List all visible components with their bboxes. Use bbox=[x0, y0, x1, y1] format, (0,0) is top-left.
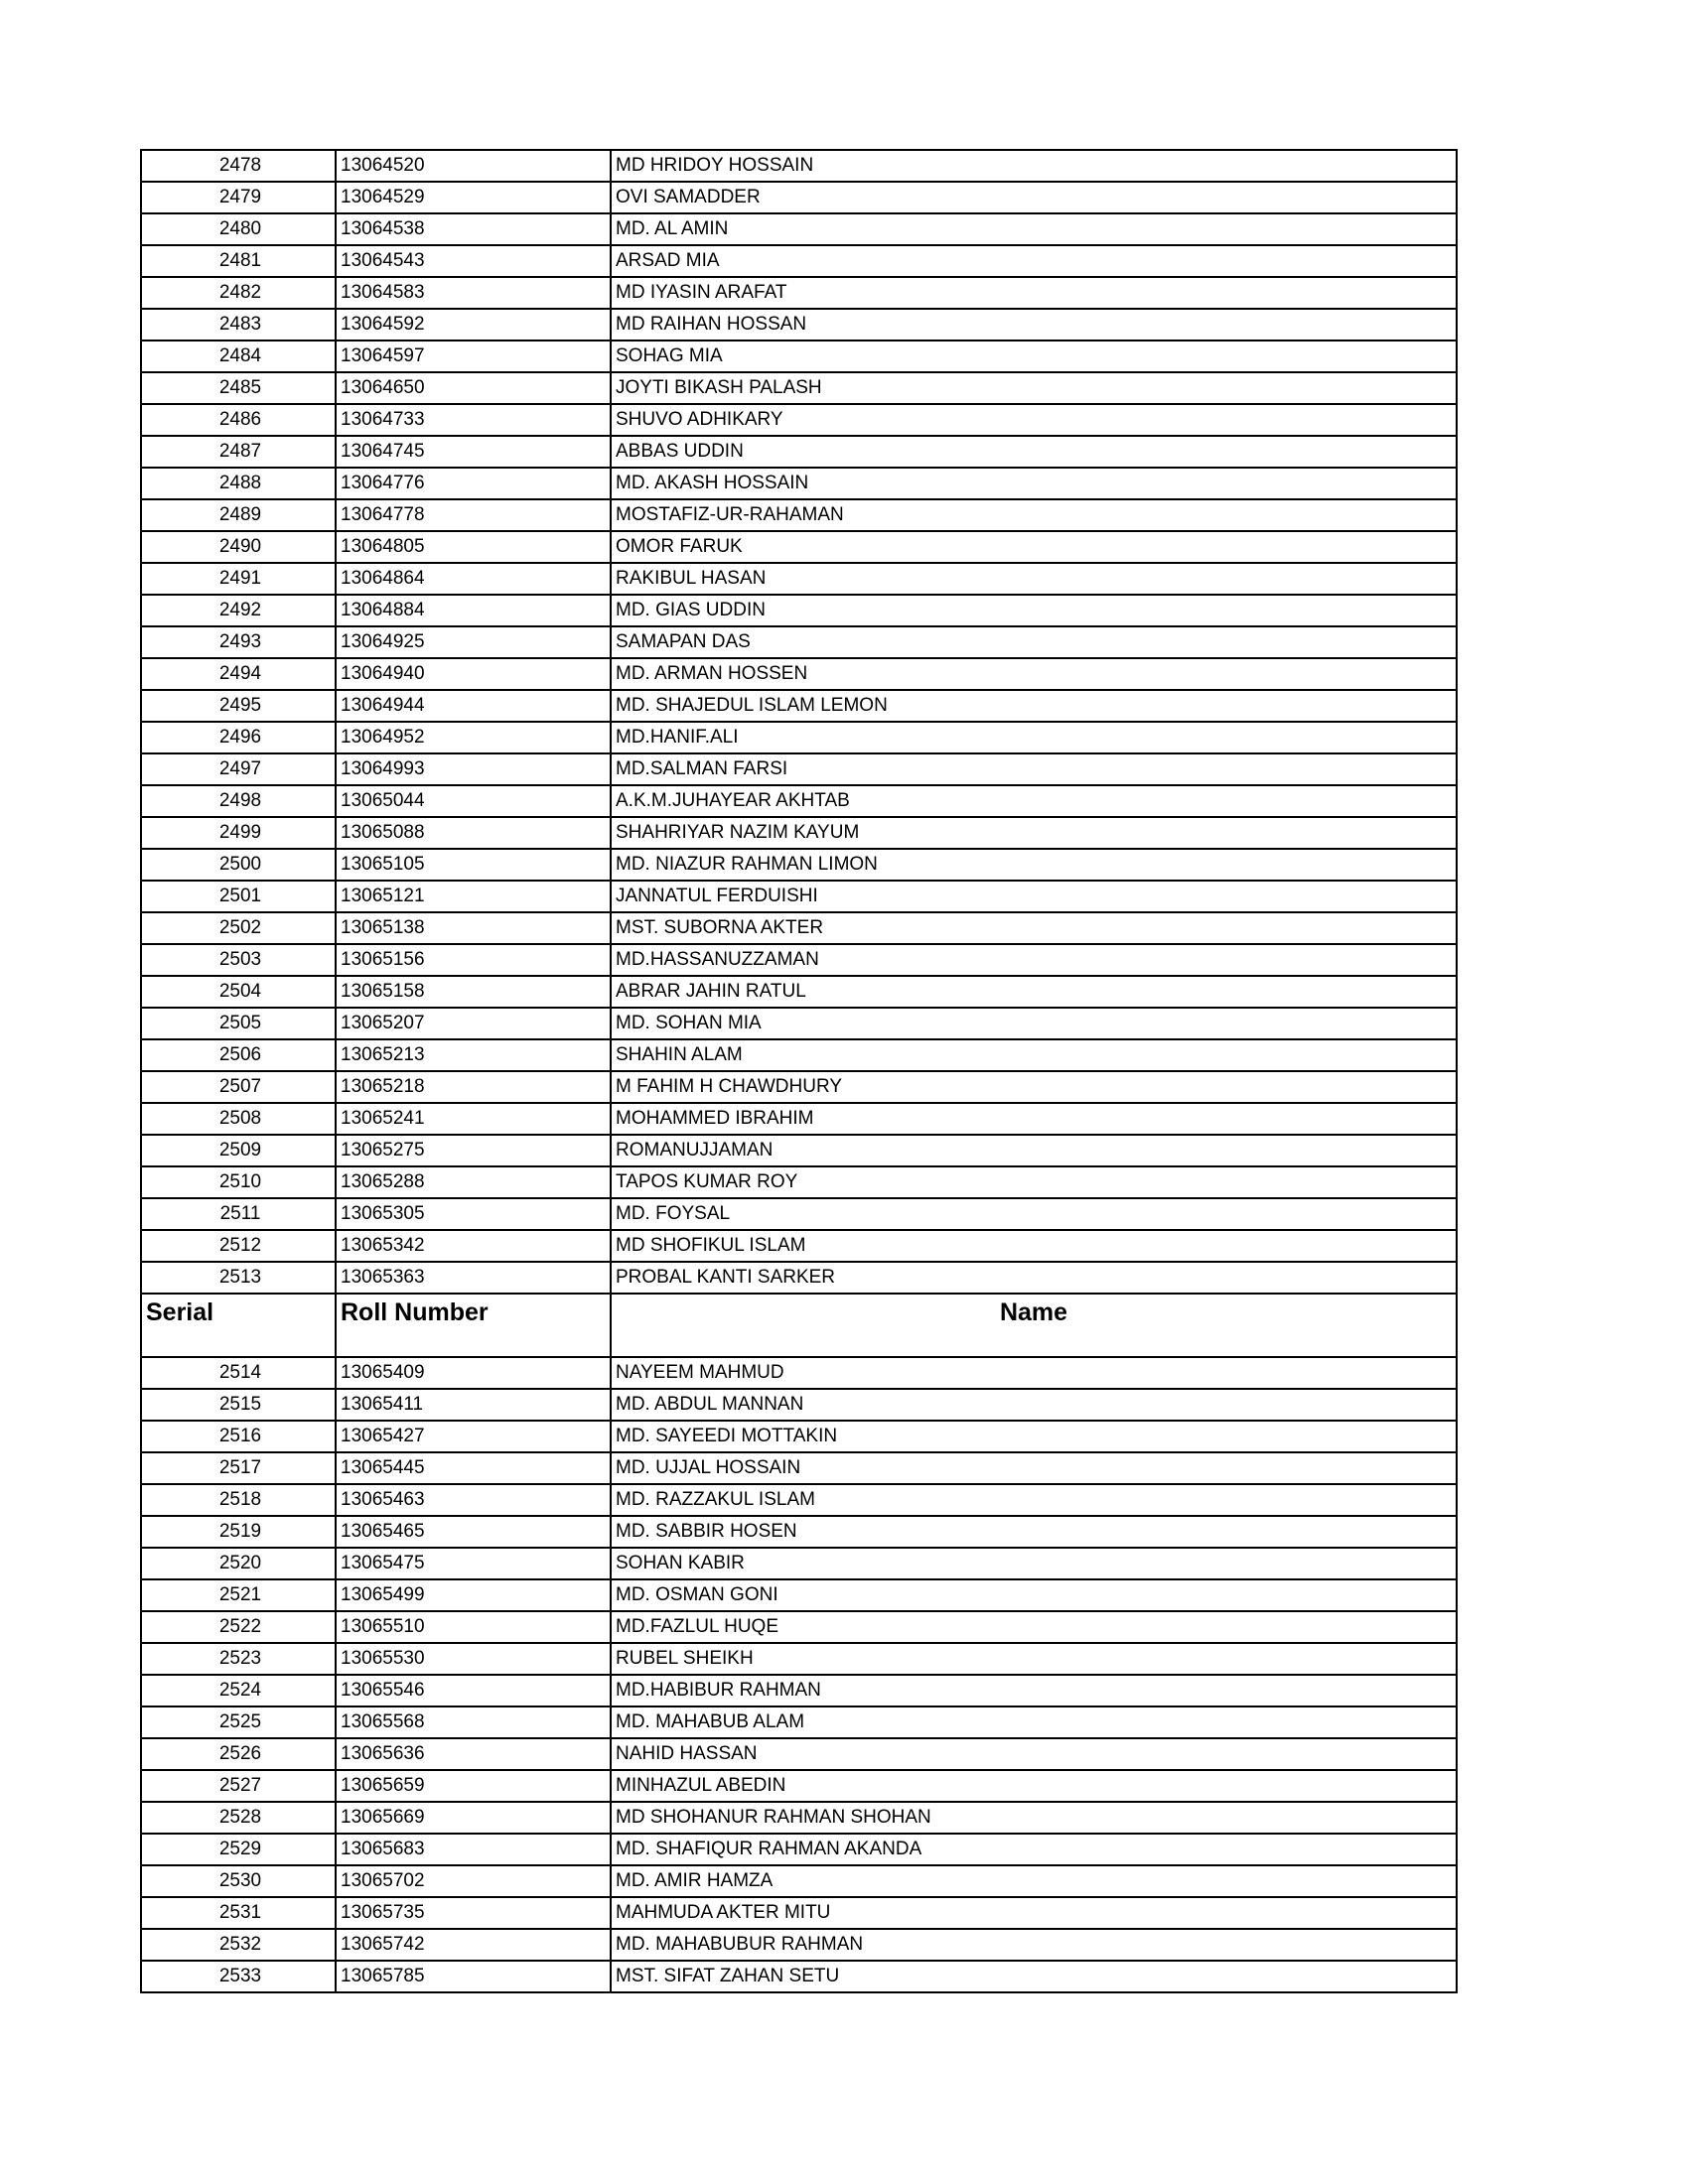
roll-number-cell: 13064884 bbox=[336, 595, 611, 626]
table-row bbox=[141, 213, 1457, 245]
name-cell: MD. GIAS UDDIN bbox=[611, 595, 1457, 626]
table-row bbox=[141, 944, 1457, 976]
serial-cell: 2479 bbox=[141, 182, 336, 213]
table-row bbox=[141, 722, 1457, 753]
name-cell: MST. SUBORNA AKTER bbox=[611, 912, 1457, 944]
serial-cell: 2517 bbox=[141, 1452, 336, 1484]
serial-cell: 2510 bbox=[141, 1166, 336, 1198]
roll-number-cell: 13065088 bbox=[336, 817, 611, 849]
name-cell: MD. AKASH HOSSAIN bbox=[611, 468, 1457, 499]
table-row bbox=[141, 1643, 1457, 1675]
serial-cell: 2532 bbox=[141, 1929, 336, 1961]
roll-number-cell: 13065683 bbox=[336, 1834, 611, 1865]
serial-cell: 2485 bbox=[141, 372, 336, 404]
roll-number-cell: 13065546 bbox=[336, 1675, 611, 1706]
serial-cell: 2481 bbox=[141, 245, 336, 277]
serial-cell: 2522 bbox=[141, 1611, 336, 1643]
table-row bbox=[141, 849, 1457, 881]
roll-number-cell: 13065499 bbox=[336, 1579, 611, 1611]
roll-number-cell: 13065138 bbox=[336, 912, 611, 944]
table-row bbox=[141, 1834, 1457, 1865]
roll-number-cell: 13065465 bbox=[336, 1516, 611, 1548]
serial-cell: 2521 bbox=[141, 1579, 336, 1611]
roll-number-cell: 13064778 bbox=[336, 499, 611, 531]
name-cell: SOHAN KABIR bbox=[611, 1548, 1457, 1579]
roll-number-cell: 13064529 bbox=[336, 182, 611, 213]
roll-number-cell: 13065363 bbox=[336, 1262, 611, 1294]
column-header-row bbox=[141, 1294, 1457, 1357]
name-cell: MD. SAYEEDI MOTTAKIN bbox=[611, 1421, 1457, 1452]
name-cell: MD. MAHABUBUR RAHMAN bbox=[611, 1929, 1457, 1961]
table-row bbox=[141, 785, 1457, 817]
name-cell: PROBAL KANTI SARKER bbox=[611, 1262, 1457, 1294]
roll-number-cell: 13065105 bbox=[336, 849, 611, 881]
name-cell: MST. SIFAT ZAHAN SETU bbox=[611, 1961, 1457, 1992]
table-row bbox=[141, 1865, 1457, 1897]
table-row bbox=[141, 912, 1457, 944]
table-row bbox=[141, 1579, 1457, 1611]
serial-cell: 2501 bbox=[141, 881, 336, 912]
serial-cell: 2526 bbox=[141, 1738, 336, 1770]
name-cell: A.K.M.JUHAYEAR AKHTAB bbox=[611, 785, 1457, 817]
roll-list-table bbox=[140, 149, 1458, 1993]
table-row bbox=[141, 1897, 1457, 1929]
table-row bbox=[141, 1166, 1457, 1198]
roll-number-cell: 13064543 bbox=[336, 245, 611, 277]
serial-cell: 2533 bbox=[141, 1961, 336, 1992]
table-row bbox=[141, 436, 1457, 468]
name-cell: MD. SABBIR HOSEN bbox=[611, 1516, 1457, 1548]
roll-number-cell: 13064650 bbox=[336, 372, 611, 404]
table-row bbox=[141, 881, 1457, 912]
name-cell: M FAHIM H CHAWDHURY bbox=[611, 1071, 1457, 1103]
name-cell: OVI SAMADDER bbox=[611, 182, 1457, 213]
table-row bbox=[141, 245, 1457, 277]
roll-number-cell: 13064597 bbox=[336, 341, 611, 372]
roll-number-cell: 13064538 bbox=[336, 213, 611, 245]
roll-number-cell: 13065568 bbox=[336, 1706, 611, 1738]
roll-number-cell: 13064776 bbox=[336, 468, 611, 499]
name-cell: MOHAMMED IBRAHIM bbox=[611, 1103, 1457, 1135]
roll-number-cell: 13065445 bbox=[336, 1452, 611, 1484]
name-cell: MINHAZUL ABEDIN bbox=[611, 1770, 1457, 1802]
table-row bbox=[141, 1611, 1457, 1643]
table-row bbox=[141, 1516, 1457, 1548]
roll-number-cell: 13064592 bbox=[336, 309, 611, 341]
roll-number-cell: 13064940 bbox=[336, 658, 611, 690]
roll-number-cell: 13065218 bbox=[336, 1071, 611, 1103]
roll-number-cell: 13065288 bbox=[336, 1166, 611, 1198]
table-row bbox=[141, 182, 1457, 213]
table-body-second-block bbox=[141, 1357, 1457, 1992]
roll-number-cell: 13065530 bbox=[336, 1643, 611, 1675]
table-row bbox=[141, 563, 1457, 595]
roll-number-cell: 13065659 bbox=[336, 1770, 611, 1802]
name-cell: ABBAS UDDIN bbox=[611, 436, 1457, 468]
serial-cell: 2483 bbox=[141, 309, 336, 341]
roll-number-cell: 13065044 bbox=[336, 785, 611, 817]
name-cell: ABRAR JAHIN RATUL bbox=[611, 976, 1457, 1008]
table-row bbox=[141, 626, 1457, 658]
serial-cell: 2482 bbox=[141, 277, 336, 309]
roll-number-cell: 13065213 bbox=[336, 1039, 611, 1071]
serial-cell: 2490 bbox=[141, 531, 336, 563]
serial-cell: 2502 bbox=[141, 912, 336, 944]
roll-number-cell: 13065735 bbox=[336, 1897, 611, 1929]
name-cell: MD.FAZLUL HUQE bbox=[611, 1611, 1457, 1643]
roll-number-cell: 13064745 bbox=[336, 436, 611, 468]
table-row bbox=[141, 1103, 1457, 1135]
roll-number-cell: 13065305 bbox=[336, 1198, 611, 1230]
name-cell: MD HRIDOY HOSSAIN bbox=[611, 150, 1457, 182]
name-cell: MD. SHAFIQUR RAHMAN AKANDA bbox=[611, 1834, 1457, 1865]
serial-cell: 2497 bbox=[141, 753, 336, 785]
table-row bbox=[141, 1961, 1457, 1992]
table-row bbox=[141, 1135, 1457, 1166]
serial-cell: 2520 bbox=[141, 1548, 336, 1579]
name-column-header: Name bbox=[611, 1294, 1457, 1357]
roll-number-cell: 13065463 bbox=[336, 1484, 611, 1516]
roll-number-cell: 13065241 bbox=[336, 1103, 611, 1135]
table-row bbox=[141, 1198, 1457, 1230]
table-body-first-block bbox=[141, 150, 1457, 1294]
serial-cell: 2525 bbox=[141, 1706, 336, 1738]
serial-cell: 2524 bbox=[141, 1675, 336, 1706]
serial-cell: 2486 bbox=[141, 404, 336, 436]
roll-number-cell: 13065342 bbox=[336, 1230, 611, 1262]
roll-number-cell: 13065475 bbox=[336, 1548, 611, 1579]
roll-number-cell: 13065409 bbox=[336, 1357, 611, 1389]
table-row bbox=[141, 404, 1457, 436]
roll-number-cell: 13065510 bbox=[336, 1611, 611, 1643]
table-row bbox=[141, 531, 1457, 563]
table-row bbox=[141, 499, 1457, 531]
serial-cell: 2523 bbox=[141, 1643, 336, 1675]
roll-number-cell: 13065427 bbox=[336, 1421, 611, 1452]
serial-cell: 2500 bbox=[141, 849, 336, 881]
serial-cell: 2496 bbox=[141, 722, 336, 753]
table-row bbox=[141, 976, 1457, 1008]
roll-number-cell: 13064952 bbox=[336, 722, 611, 753]
name-cell: RAKIBUL HASAN bbox=[611, 563, 1457, 595]
serial-cell: 2478 bbox=[141, 150, 336, 182]
table-row bbox=[141, 468, 1457, 499]
name-cell: MD.HANIF.ALI bbox=[611, 722, 1457, 753]
serial-cell: 2527 bbox=[141, 1770, 336, 1802]
name-cell: JOYTI BIKASH PALASH bbox=[611, 372, 1457, 404]
name-cell: MD.HASSANUZZAMAN bbox=[611, 944, 1457, 976]
name-cell: MD IYASIN ARAFAT bbox=[611, 277, 1457, 309]
serial-cell: 2498 bbox=[141, 785, 336, 817]
name-cell: MAHMUDA AKTER MITU bbox=[611, 1897, 1457, 1929]
table-row bbox=[141, 1738, 1457, 1770]
roll-number-cell: 13064993 bbox=[336, 753, 611, 785]
name-cell: MD. MAHABUB ALAM bbox=[611, 1706, 1457, 1738]
serial-cell: 2491 bbox=[141, 563, 336, 595]
serial-cell: 2528 bbox=[141, 1802, 336, 1834]
name-cell: MD. FOYSAL bbox=[611, 1198, 1457, 1230]
roll-number-cell: 13065411 bbox=[336, 1389, 611, 1421]
roll-number-cell: 13065207 bbox=[336, 1008, 611, 1039]
table-row bbox=[141, 341, 1457, 372]
roll-number-column-header: Roll Number bbox=[336, 1294, 611, 1357]
serial-cell: 2504 bbox=[141, 976, 336, 1008]
serial-cell: 2531 bbox=[141, 1897, 336, 1929]
serial-cell: 2529 bbox=[141, 1834, 336, 1865]
roll-number-cell: 13064805 bbox=[336, 531, 611, 563]
table-row bbox=[141, 658, 1457, 690]
table-row bbox=[141, 1548, 1457, 1579]
table-row bbox=[141, 1929, 1457, 1961]
serial-cell: 2509 bbox=[141, 1135, 336, 1166]
roll-number-cell: 13064733 bbox=[336, 404, 611, 436]
name-cell: MD. AL AMIN bbox=[611, 213, 1457, 245]
table-row bbox=[141, 753, 1457, 785]
roll-number-cell: 13065785 bbox=[336, 1961, 611, 1992]
table-row bbox=[141, 1389, 1457, 1421]
table-row bbox=[141, 1008, 1457, 1039]
name-cell: MOSTAFIZ-UR-RAHAMAN bbox=[611, 499, 1457, 531]
name-cell: MD.SALMAN FARSI bbox=[611, 753, 1457, 785]
table-row bbox=[141, 1230, 1457, 1262]
table-row bbox=[141, 309, 1457, 341]
table-header-block bbox=[141, 1294, 1457, 1357]
table-row bbox=[141, 150, 1457, 182]
serial-cell: 2499 bbox=[141, 817, 336, 849]
serial-cell: 2506 bbox=[141, 1039, 336, 1071]
table-row bbox=[141, 1421, 1457, 1452]
serial-cell: 2488 bbox=[141, 468, 336, 499]
roll-number-cell: 13065121 bbox=[336, 881, 611, 912]
serial-cell: 2480 bbox=[141, 213, 336, 245]
roll-number-cell: 13064944 bbox=[336, 690, 611, 722]
name-cell: MD. AMIR HAMZA bbox=[611, 1865, 1457, 1897]
serial-cell: 2512 bbox=[141, 1230, 336, 1262]
serial-cell: 2505 bbox=[141, 1008, 336, 1039]
name-cell: MD. OSMAN GONI bbox=[611, 1579, 1457, 1611]
roll-number-cell: 13064583 bbox=[336, 277, 611, 309]
serial-cell: 2511 bbox=[141, 1198, 336, 1230]
serial-cell: 2493 bbox=[141, 626, 336, 658]
serial-cell: 2487 bbox=[141, 436, 336, 468]
table-row bbox=[141, 1770, 1457, 1802]
name-cell: SHAHRIYAR NAZIM KAYUM bbox=[611, 817, 1457, 849]
table-row bbox=[141, 1039, 1457, 1071]
serial-cell: 2516 bbox=[141, 1421, 336, 1452]
roll-number-cell: 13065702 bbox=[336, 1865, 611, 1897]
table-row bbox=[141, 1357, 1457, 1389]
serial-cell: 2489 bbox=[141, 499, 336, 531]
roll-number-cell: 13065275 bbox=[336, 1135, 611, 1166]
serial-cell: 2530 bbox=[141, 1865, 336, 1897]
roll-number-cell: 13064864 bbox=[336, 563, 611, 595]
roll-number-cell: 13064925 bbox=[336, 626, 611, 658]
roll-number-cell: 13065742 bbox=[336, 1929, 611, 1961]
name-cell: ARSAD MIA bbox=[611, 245, 1457, 277]
table-row bbox=[141, 1484, 1457, 1516]
serial-cell: 2513 bbox=[141, 1262, 336, 1294]
name-cell: MD. ARMAN HOSSEN bbox=[611, 658, 1457, 690]
table-row bbox=[141, 1706, 1457, 1738]
name-cell: SHUVO ADHIKARY bbox=[611, 404, 1457, 436]
table-row bbox=[141, 1675, 1457, 1706]
serial-column-header: Serial bbox=[141, 1294, 336, 1357]
roll-number-cell: 13065636 bbox=[336, 1738, 611, 1770]
table-row bbox=[141, 690, 1457, 722]
name-cell: SOHAG MIA bbox=[611, 341, 1457, 372]
serial-cell: 2495 bbox=[141, 690, 336, 722]
serial-cell: 2507 bbox=[141, 1071, 336, 1103]
name-cell: NAHID HASSAN bbox=[611, 1738, 1457, 1770]
name-cell: ROMANUJJAMAN bbox=[611, 1135, 1457, 1166]
serial-cell: 2508 bbox=[141, 1103, 336, 1135]
name-cell: MD SHOFIKUL ISLAM bbox=[611, 1230, 1457, 1262]
roll-number-cell: 13064520 bbox=[336, 150, 611, 182]
serial-cell: 2492 bbox=[141, 595, 336, 626]
name-cell: MD. SHAJEDUL ISLAM LEMON bbox=[611, 690, 1457, 722]
table-row bbox=[141, 1071, 1457, 1103]
serial-cell: 2503 bbox=[141, 944, 336, 976]
serial-cell: 2494 bbox=[141, 658, 336, 690]
name-cell: MD. SOHAN MIA bbox=[611, 1008, 1457, 1039]
roll-number-cell: 13065669 bbox=[336, 1802, 611, 1834]
name-cell: JANNATUL FERDUISHI bbox=[611, 881, 1457, 912]
name-cell: MD. RAZZAKUL ISLAM bbox=[611, 1484, 1457, 1516]
name-cell: TAPOS KUMAR ROY bbox=[611, 1166, 1457, 1198]
table-row bbox=[141, 1802, 1457, 1834]
name-cell: SAMAPAN DAS bbox=[611, 626, 1457, 658]
table-row bbox=[141, 1452, 1457, 1484]
name-cell: MD RAIHAN HOSSAN bbox=[611, 309, 1457, 341]
table-row bbox=[141, 1262, 1457, 1294]
roll-number-cell: 13065156 bbox=[336, 944, 611, 976]
name-cell: NAYEEM MAHMUD bbox=[611, 1357, 1457, 1389]
name-cell: RUBEL SHEIKH bbox=[611, 1643, 1457, 1675]
table-row bbox=[141, 817, 1457, 849]
roll-number-cell: 13065158 bbox=[336, 976, 611, 1008]
name-cell: MD SHOHANUR RAHMAN SHOHAN bbox=[611, 1802, 1457, 1834]
name-cell: SHAHIN ALAM bbox=[611, 1039, 1457, 1071]
name-cell: OMOR FARUK bbox=[611, 531, 1457, 563]
serial-cell: 2519 bbox=[141, 1516, 336, 1548]
serial-cell: 2514 bbox=[141, 1357, 336, 1389]
serial-cell: 2515 bbox=[141, 1389, 336, 1421]
name-cell: MD. NIAZUR RAHMAN LIMON bbox=[611, 849, 1457, 881]
name-cell: MD. UJJAL HOSSAIN bbox=[611, 1452, 1457, 1484]
table-row bbox=[141, 277, 1457, 309]
serial-cell: 2518 bbox=[141, 1484, 336, 1516]
name-cell: MD.HABIBUR RAHMAN bbox=[611, 1675, 1457, 1706]
name-cell: MD. ABDUL MANNAN bbox=[611, 1389, 1457, 1421]
table-row bbox=[141, 372, 1457, 404]
serial-cell: 2484 bbox=[141, 341, 336, 372]
table-row bbox=[141, 595, 1457, 626]
